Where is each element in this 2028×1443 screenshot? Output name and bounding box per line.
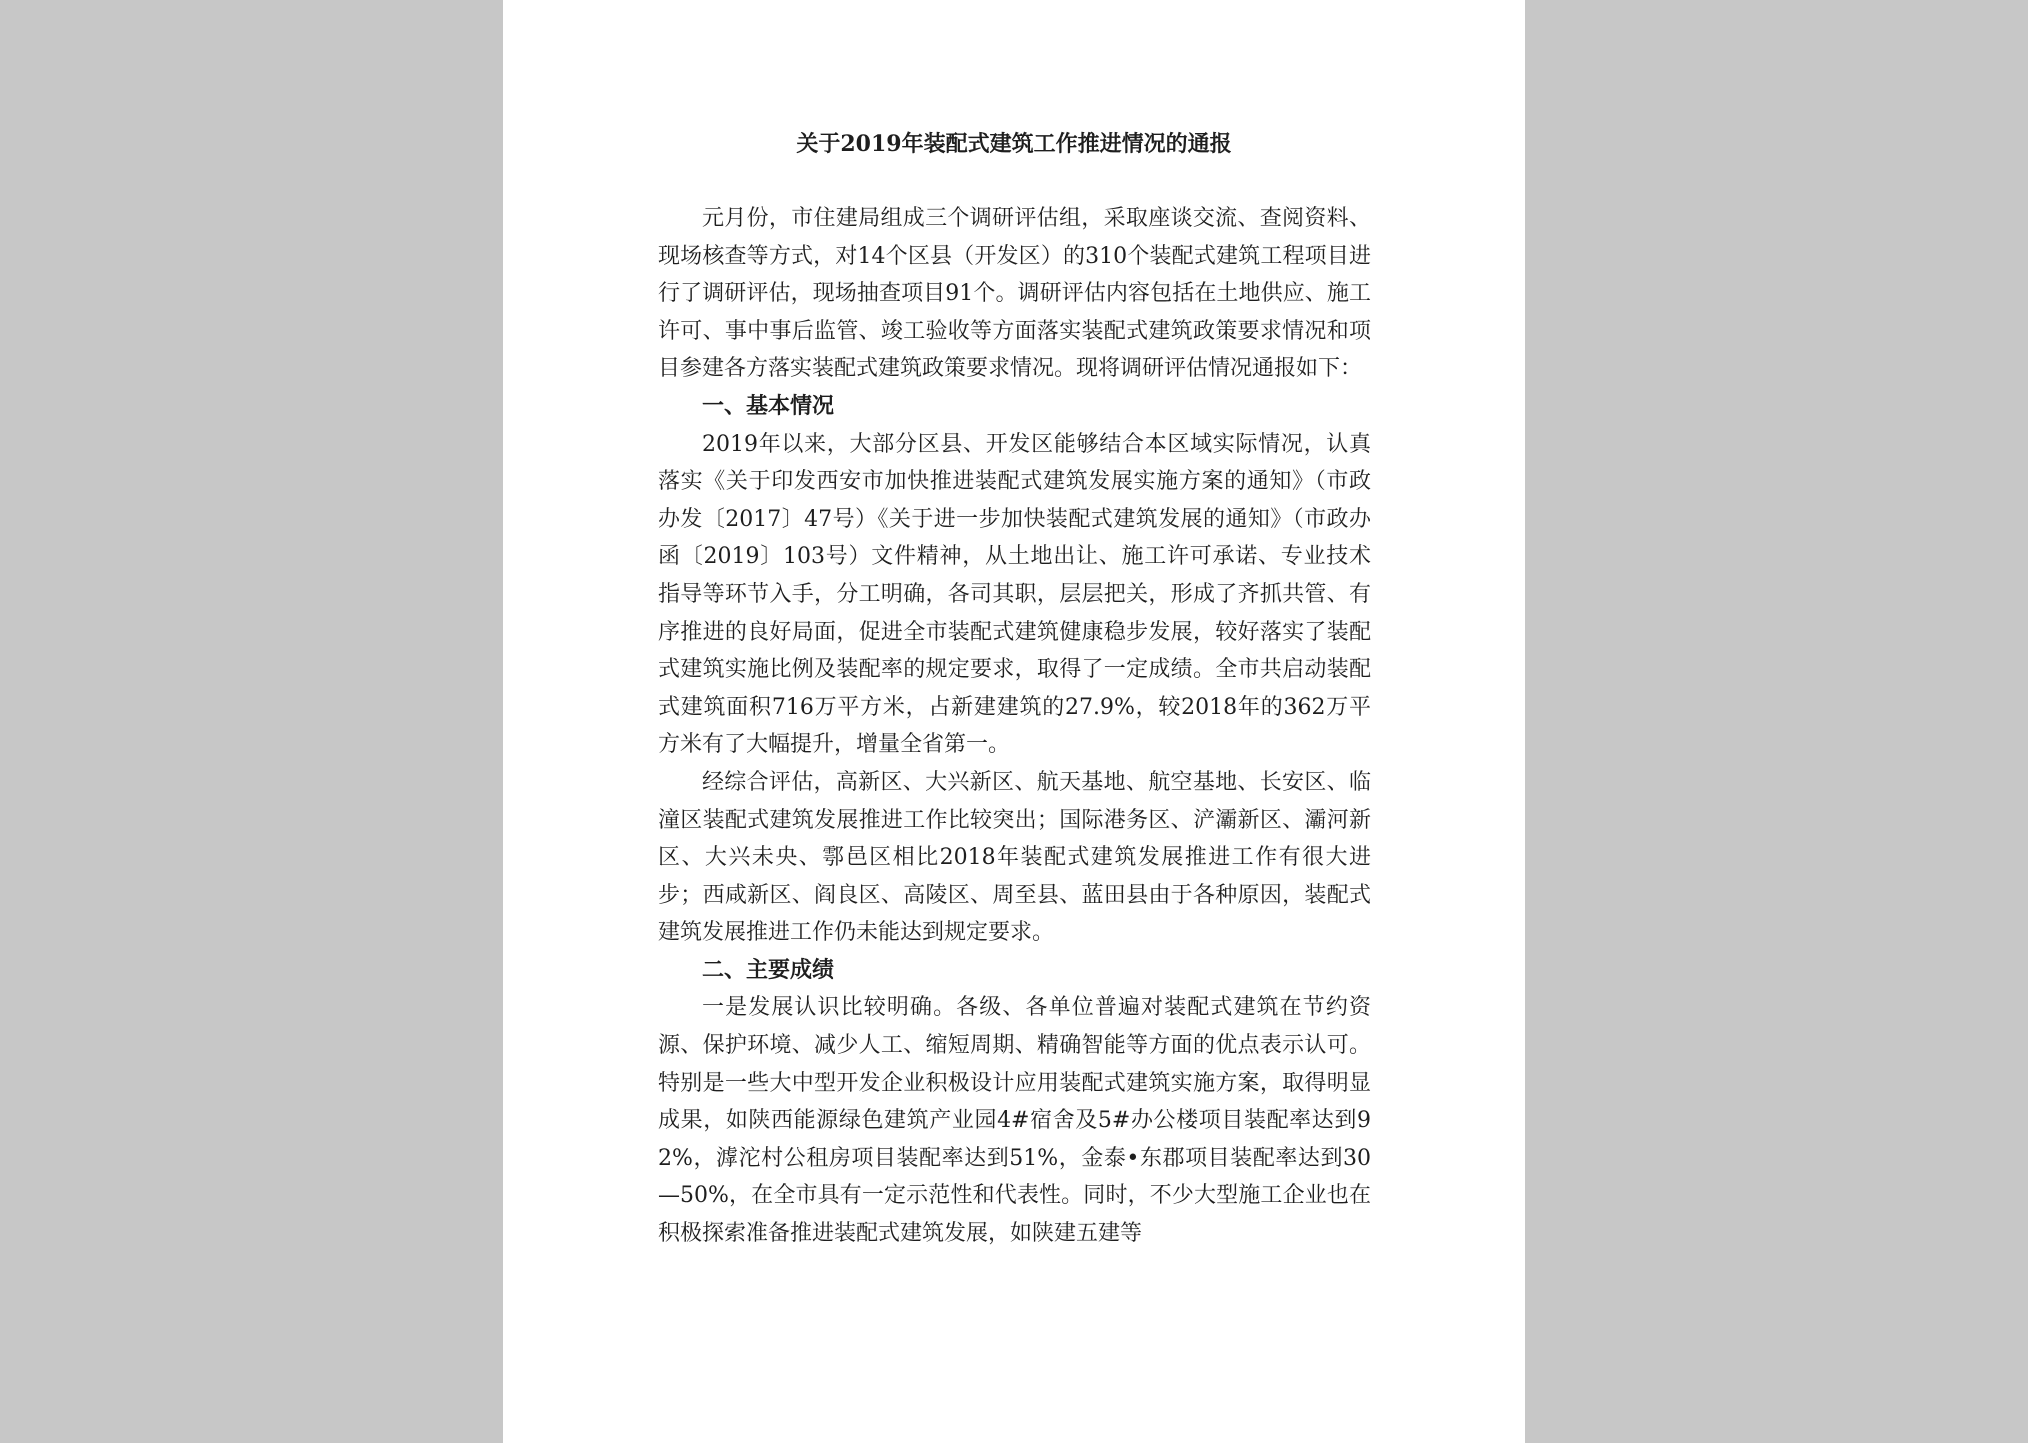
section-heading-basic: 一、基本情况 [702,392,835,419]
paragraph-intro: 元月份，市住建局组成三个调研评估组，采取座谈交流、查阅资料、现场核查等方式，对14个区县（开发区）的310个装配式建筑工程项目进行了调研评估，现场抽查项目91个。调研评估内容包括在土地供应、施工许可、事中事后监管、竣工验收等方面落实装配式建筑政策要求情况和项目参建各方落实装配式建筑政策要求情况。现将调研评估情况通报如下： [658,206,1371,382]
paragraph-achievements: 一是发展认识比较明确。各级、各单位普遍对装配式建筑在节约资源、保护环境、减少人工、缩短周期、精确智能等方面的优点表示认可。特别是一些大中型开发企业积极设计应用装配式建筑实施方案，取得明显成果，如陕西能源绿色建筑产业园4#宿舍及5#办公楼项目装配率达到92%，滹沱村公租房项目装配率达到51%，金泰•东郡项目装配率达到30—50%，在全市具有一定示范性和代表性。同时，不少大型施工企业也在积极探索准备推进装配式建筑发展，如陕建五建等 [658,995,1371,1247]
section-heading-achievements: 二、主要成绩 [702,956,835,983]
document-title: 关于2019年装配式建筑工作推进情况的通报 [796,131,1232,157]
document-page [503,0,1525,1443]
document-body [658,200,1371,1253]
paragraph-evaluation: 经综合评估，高新区、大兴新区、航天基地、航空基地、长安区、临潼区装配式建筑发展推进工作比较突出；国际港务区、浐灞新区、灞河新区、大兴未央、鄠邑区相比2018年装配式建筑发展推进工作有很大进步；西咸新区、阎良区、高陵区、周至县、蓝田县由于各种原因，装配式建筑发展推进工作仍未能达到规定要求。 [658,769,1371,946]
paragraph-basic-situation: 2019年以来，大部分区县、开发区能够结合本区域实际情况，认真落实《关于印发西安市加快推进装配式建筑发展实施方案的通知》（市政办发〔2017〕47号）《关于进一步加快装配式建筑发展的通知》（市政办函〔2019〕103号）文件精神，从土地出让、施工许可承诺、专业技术指导等环节入手，分工明确，各司其职，层层把关，形成了齐抓共管、有序推进的良好局面，促进全市装配式建筑健康稳步发展，较好落实了装配式建筑实施比例及装配率的规定要求，取得了一定成绩。全市共启动装配式建筑面积716万平方米，占新建建筑的27.9%，较2018年的362万平方米有了大幅提升，增量全省第一。 [658,431,1371,758]
